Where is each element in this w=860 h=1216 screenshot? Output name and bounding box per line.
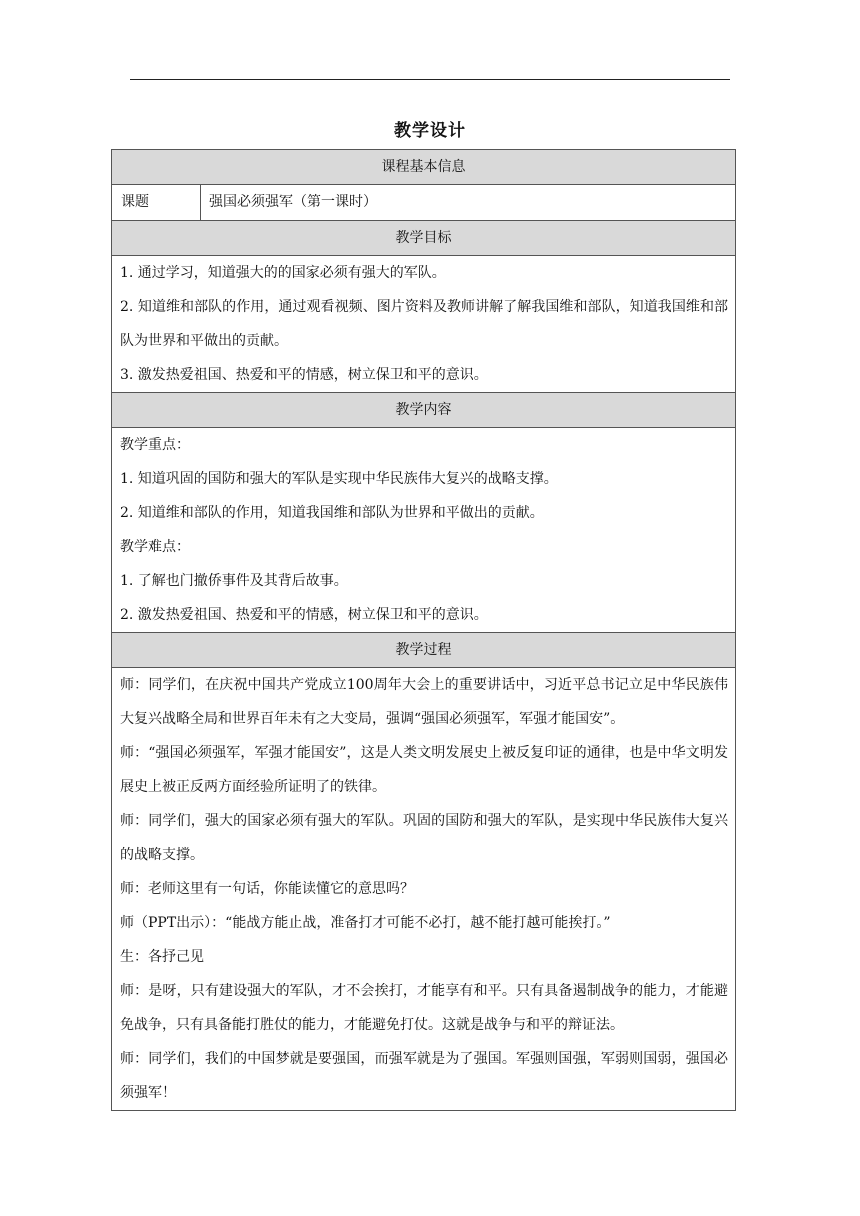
difficult-points-label: 教学难点： <box>120 539 190 555</box>
process-paragraph: 师：老师这里有一句话，你能读懂它的意思吗？ <box>120 881 414 897</box>
content-cell <box>112 428 735 633</box>
process-paragraph: 师（PPT出示）：“能战方能止战，准备打才可能不必打，越不能打越可能挨打。” <box>120 915 611 931</box>
process-paragraph: 师：同学们，强大的国家必须有强大的军队。巩固的国防和强大的军队，是实现中华民族伟大复兴的战略支撑。 <box>120 813 728 863</box>
header-rule <box>130 79 730 80</box>
process-cell <box>112 668 735 1110</box>
key-point-item: 1. 知道巩固的国防和强大的军队是实现中华民族伟大复兴的战略支撑。 <box>120 471 558 487</box>
document-title: 教学设计 <box>394 121 466 141</box>
difficult-point-item: 1. 了解也门撤侨事件及其背后故事。 <box>120 573 348 589</box>
key-point-item: 2. 知道维和部队的作用，知道我国维和部队为世界和平做出的贡献。 <box>120 505 544 521</box>
goal-item: 1. 通过学习，知道强大的的国家必须有强大的军队。 <box>120 265 446 281</box>
section-header-content: 教学内容 <box>112 393 735 428</box>
goal-item: 3. 激发热爱祖国、热爱和平的情感，树立保卫和平的意识。 <box>120 367 488 383</box>
design-table <box>111 149 736 1111</box>
section-header-goals: 教学目标 <box>112 221 735 256</box>
difficult-point-item: 2. 激发热爱祖国、热爱和平的情感，树立保卫和平的意识。 <box>120 607 488 623</box>
goals-cell <box>112 256 735 393</box>
topic-row <box>112 185 735 221</box>
process-paragraph: 师：同学们，在庆祝中国共产党成立100周年大会上的重要讲话中，习近平总书记立足中华民族伟大复兴战略全局和世界百年未有之大变局，强调“强国必须强军，军强才能国安”。 <box>120 677 728 727</box>
process-paragraph: 生：各抒己见 <box>120 949 204 965</box>
process-paragraph: 师：是呀，只有建设强大的军队，才不会挨打，才能享有和平。只有具备遏制战争的能力，才能避免战争，只有具备能打胜仗的能力，才能避免打仗。这就是战争与和平的辩证法。 <box>120 983 728 1033</box>
process-paragraph: 师：同学们，我们的中国梦就是要强国，而强军就是为了强国。军强则国强，军弱则国弱，强国必须强军！ <box>120 1051 728 1101</box>
process-paragraph: 师：“强国必须强军，军强才能国安”，这是人类文明发展史上被反复印证的通律，也是中华文明发展史上被正反两方面经验所证明了的铁律。 <box>120 745 728 795</box>
key-points-label: 教学重点： <box>120 437 190 453</box>
section-header-basic-info: 课程基本信息 <box>112 150 735 185</box>
section-header-process: 教学过程 <box>112 633 735 668</box>
topic-value: 强国必须强军（第一课时） <box>209 194 377 210</box>
goal-item: 2. 知道维和部队的作用，通过观看视频、图片资料及教师讲解了解我国维和部队，知道我国维和部队为世界和平做出的贡献。 <box>120 299 728 349</box>
topic-label: 课题 <box>112 185 201 220</box>
